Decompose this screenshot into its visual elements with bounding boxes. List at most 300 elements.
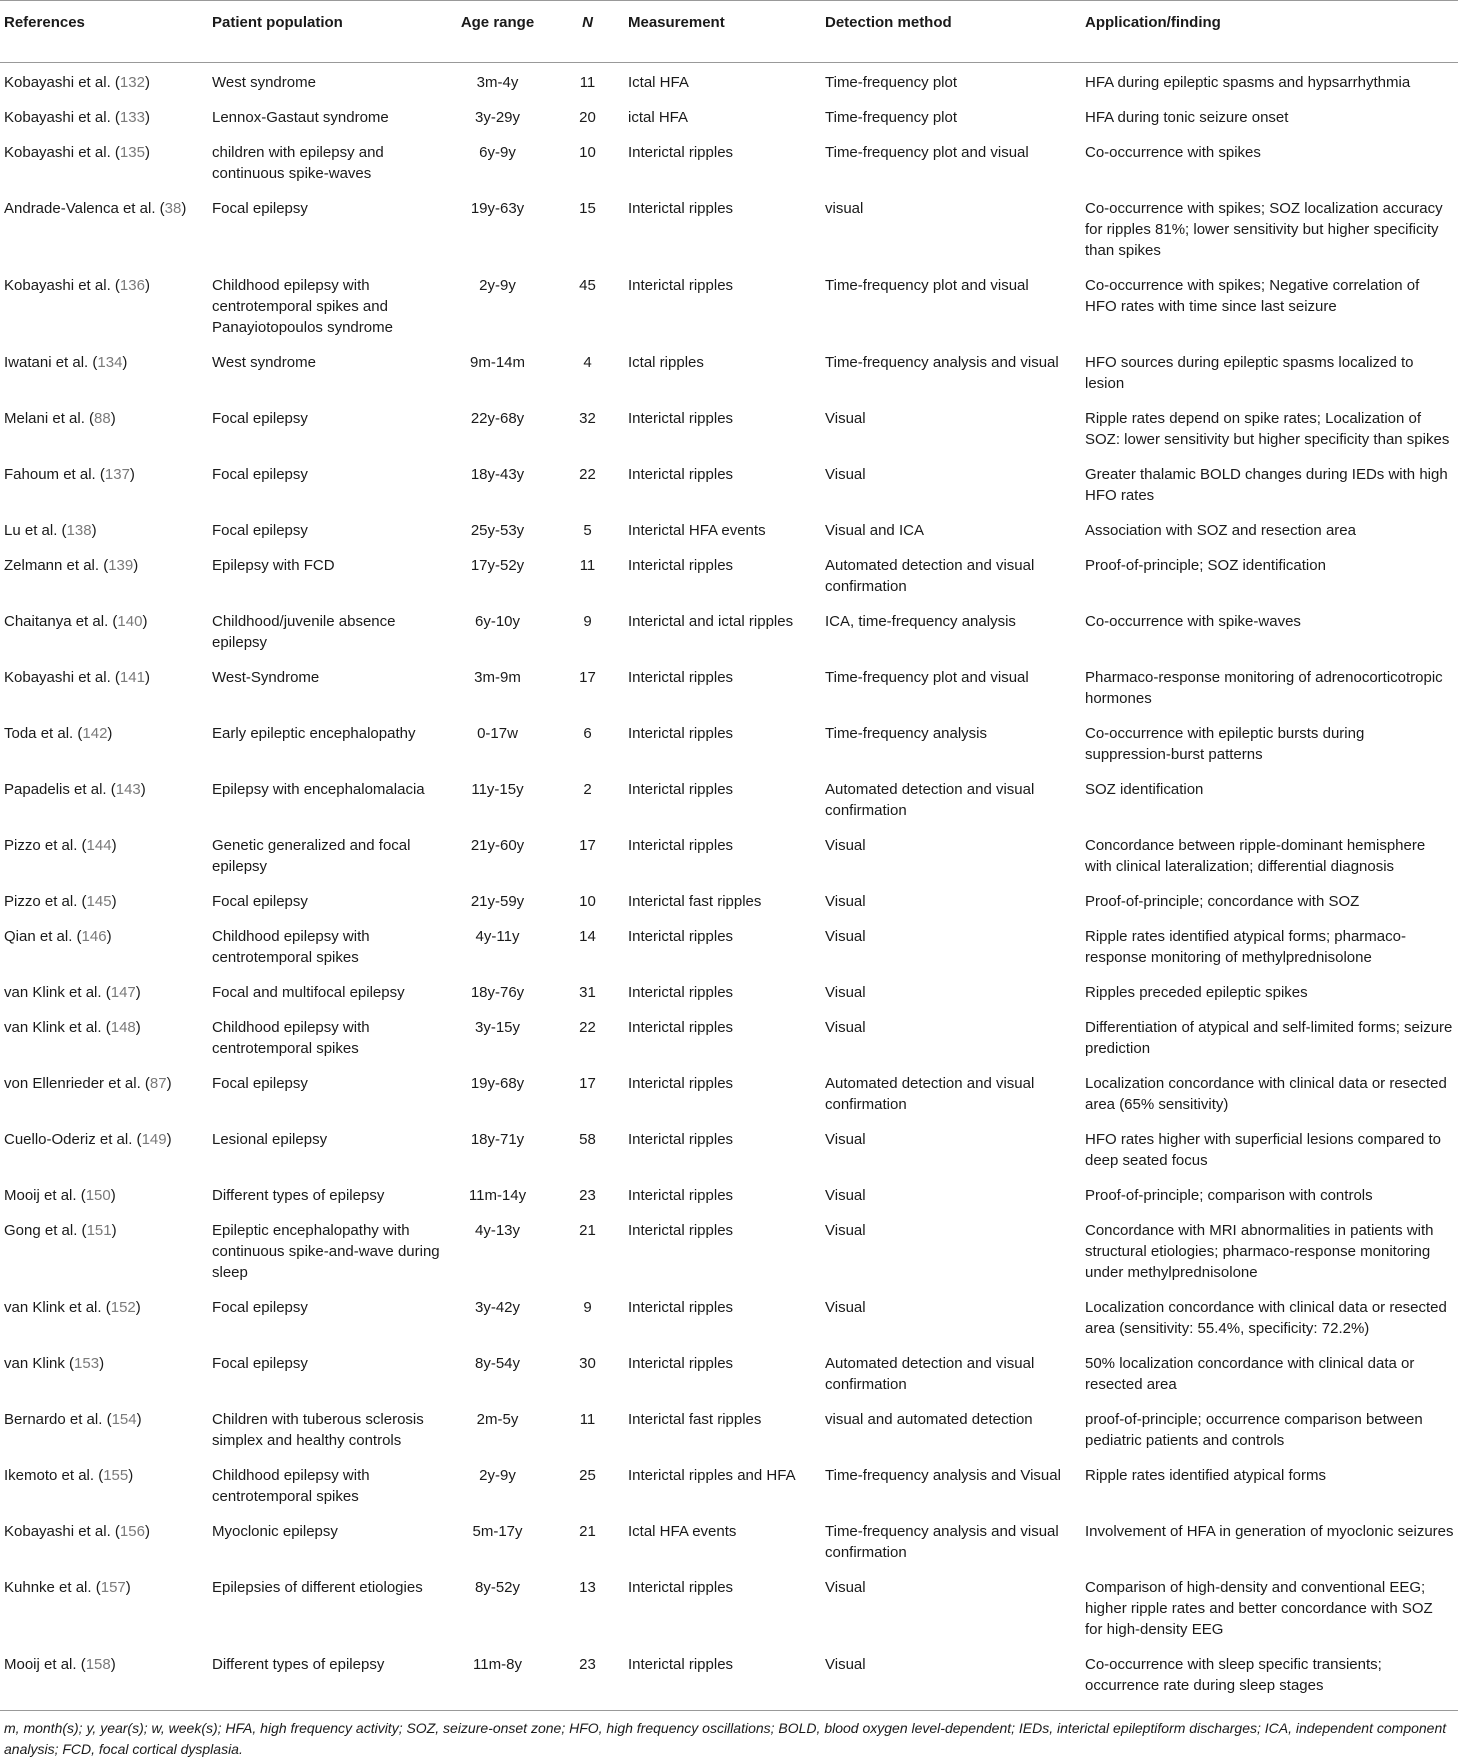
table-row <box>0 1344 1458 1400</box>
cell-detection-method: visual <box>825 200 864 217</box>
cell-age-range: 4y-13y <box>474 1222 521 1239</box>
cell-reference: Iwatani et al. (134) <box>4 354 128 371</box>
reference-number-link[interactable]: 144 <box>86 837 112 854</box>
cell-measurement: Interictal ripples <box>628 200 734 217</box>
cell-reference: Kobayashi et al. (141) <box>4 669 150 686</box>
cell-detection-method: Visual <box>825 1579 866 1596</box>
cell-reference: Kobayashi et al. (135) <box>4 144 150 161</box>
cell-age-range: 11y-15y <box>471 781 524 798</box>
table-row <box>0 266 1458 343</box>
cell-reference: Mooij et al. (150) <box>4 1187 116 1204</box>
cell-reference: Kobayashi et al. (132) <box>4 74 150 91</box>
cell-patient-population: West-Syndrome <box>212 669 320 686</box>
table-row <box>0 770 1458 826</box>
cell-patient-population: Early epileptic encephalopathy <box>212 725 416 742</box>
cell-reference: Kobayashi et al. (136) <box>4 277 150 294</box>
table-footnote: m, month(s); y, year(s); w, week(s); HFA, high frequency activity; SOZ, seizure-onset zone; HFO, high frequency oscillations; BOLD, blood oxygen level-dependent; IEDs, interictal epileptiform discharges; ICA, independent component analysis; FCD, focal cortical dysplasia. <box>0 1710 1458 1760</box>
cell-reference: Lu et al. (138) <box>4 522 97 539</box>
cell-measurement: Interictal ripples <box>628 1656 734 1673</box>
cell-measurement: Ictal HFA events <box>628 1523 737 1540</box>
cell-age-range: 3y-29y <box>474 109 521 126</box>
cell-reference: Qian et al. (146) <box>4 928 112 945</box>
cell-n: 10 <box>579 893 596 910</box>
cell-measurement: Interictal HFA events <box>628 522 766 539</box>
cell-n: 17 <box>579 837 596 854</box>
cell-age-range: 19y-63y <box>470 200 525 217</box>
reference-authors: Lu et al. <box>4 522 58 539</box>
cell-reference: Toda et al. (142) <box>4 725 113 742</box>
cell-reference: Papadelis et al. (143) <box>4 781 146 798</box>
cell-measurement: Interictal ripples <box>628 669 734 686</box>
reference-authors: Iwatani et al. <box>4 354 89 371</box>
reference-authors: Kobayashi et al. <box>4 109 111 126</box>
cell-application-finding: HFA during epileptic spasms and hypsarrhythmia <box>1085 74 1411 91</box>
cell-age-range: 25y-53y <box>470 522 525 539</box>
reference-authors: Kobayashi et al. <box>4 277 111 294</box>
cell-patient-population: Epileptic encephalopathy with continuous spike-and-wave during sleep <box>212 1222 440 1281</box>
cell-application-finding: Co-occurrence with spikes <box>1085 144 1261 161</box>
cell-n: 17 <box>579 669 596 686</box>
cell-detection-method: Automated detection and visual confirmation <box>825 781 1035 819</box>
cell-reference: Bernardo et al. (154) <box>4 1411 142 1428</box>
cell-reference: Cuello-Oderiz et al. (149) <box>4 1131 172 1148</box>
reference-number-link[interactable]: 142 <box>82 725 108 742</box>
cell-reference: Melani et al. (88) <box>4 410 116 427</box>
cell-measurement: ictal HFA <box>628 109 689 126</box>
cell-detection-method: Visual <box>825 410 866 427</box>
cell-patient-population: Different types of epilepsy <box>212 1656 385 1673</box>
reference-authors: Kobayashi et al. <box>4 74 111 91</box>
cell-age-range: 3m-9m <box>474 669 521 686</box>
cell-age-range: 3y-42y <box>474 1299 521 1316</box>
cell-patient-population: Genetic generalized and focal epilepsy <box>212 837 411 875</box>
cell-measurement: Interictal ripples and HFA <box>628 1467 796 1484</box>
cell-detection-method: Time-frequency analysis and visual <box>825 354 1059 371</box>
cell-detection-method: Automated detection and visual confirmation <box>825 557 1035 595</box>
cell-patient-population: Childhood epilepsy with centrotemporal spikes <box>212 1467 370 1505</box>
reference-number-link[interactable]: 151 <box>86 1222 112 1239</box>
cell-patient-population: Focal and multifocal epilepsy <box>212 984 405 1001</box>
cell-patient-population: Focal epilepsy <box>212 522 308 539</box>
cell-n: 22 <box>579 1019 596 1036</box>
cell-application-finding: Co-occurrence with epileptic bursts during suppression-burst patterns <box>1085 725 1365 763</box>
header-measurement: Measurement <box>628 14 725 31</box>
table-header-row <box>0 1 1458 63</box>
reference-number-link[interactable]: 146 <box>81 928 107 945</box>
cell-n: 25 <box>579 1467 596 1484</box>
reference-authors: Gong et al. <box>4 1222 78 1239</box>
reference-authors: Zelmann et al. <box>4 557 100 574</box>
reference-authors: von Ellenrieder et al. <box>4 1075 141 1092</box>
table-row <box>0 1008 1458 1064</box>
reference-authors: Kobayashi et al. <box>4 1523 111 1540</box>
table-row <box>0 1211 1458 1288</box>
reference-authors: Andrade-Valenca et al. <box>4 200 156 217</box>
reference-number-link[interactable]: 133 <box>119 109 145 126</box>
cell-reference: Andrade-Valenca et al. (38) <box>4 200 187 217</box>
reference-authors: Pizzo et al. <box>4 837 78 854</box>
cell-patient-population: Focal epilepsy <box>212 466 308 483</box>
header-n: N <box>582 14 593 31</box>
cell-detection-method: ICA, time-frequency analysis <box>825 613 1016 630</box>
cell-reference: Fahoum et al. (137) <box>4 466 135 483</box>
table-row <box>0 1568 1458 1645</box>
table-row <box>0 1176 1458 1211</box>
cell-measurement: Interictal fast ripples <box>628 893 762 910</box>
cell-measurement: Interictal ripples <box>628 1579 734 1596</box>
cell-patient-population: Lesional epilepsy <box>212 1131 328 1148</box>
reference-number-link[interactable]: 157 <box>100 1579 126 1596</box>
table-row <box>0 1064 1458 1120</box>
cell-patient-population: Epilepsies of different etiologies <box>212 1579 423 1596</box>
cell-application-finding: Co-occurrence with spike-waves <box>1085 613 1301 630</box>
cell-application-finding: proof-of-principle; occurrence comparison between pediatric patients and controls <box>1085 1411 1423 1449</box>
table-row <box>0 98 1458 133</box>
cell-age-range: 11m-14y <box>468 1187 527 1204</box>
cell-age-range: 18y-71y <box>470 1131 525 1148</box>
cell-application-finding: Proof-of-principle; comparison with controls <box>1085 1187 1373 1204</box>
cell-detection-method: Visual <box>825 837 866 854</box>
cell-application-finding: HFO rates higher with superficial lesions compared to deep seated focus <box>1085 1131 1441 1169</box>
reference-number-link[interactable]: 155 <box>103 1467 129 1484</box>
cell-application-finding: Localization concordance with clinical data or resected area (sensitivity: 55.4%, specificity: 72.2%) <box>1085 1299 1447 1337</box>
cell-patient-population: West syndrome <box>212 74 316 91</box>
cell-n: 31 <box>579 984 596 1001</box>
cell-application-finding: Ripples preceded epileptic spikes <box>1085 984 1308 1001</box>
reference-authors: Cuello-Oderiz et al. <box>4 1131 133 1148</box>
cell-reference: Pizzo et al. (145) <box>4 893 117 910</box>
cell-detection-method: Time-frequency plot and visual <box>825 144 1029 161</box>
reference-authors: Toda et al. <box>4 725 74 742</box>
reference-authors: Qian et al. <box>4 928 73 945</box>
table-row <box>0 399 1458 455</box>
cell-detection-method: Visual <box>825 466 866 483</box>
cell-n: 5 <box>583 522 592 539</box>
cell-n: 9 <box>583 613 592 630</box>
reference-authors: van Klink et al. <box>4 1019 102 1036</box>
cell-application-finding: Co-occurrence with sleep specific transients; occurrence rate during sleep stages <box>1085 1656 1382 1694</box>
cell-age-range: 22y-68y <box>470 410 525 427</box>
reference-number-link[interactable]: 136 <box>119 277 145 294</box>
header-references: References <box>4 14 85 31</box>
cell-age-range: 18y-43y <box>470 466 525 483</box>
cell-n: 32 <box>579 410 596 427</box>
cell-measurement: Interictal ripples <box>628 277 734 294</box>
reference-authors: Papadelis et al. <box>4 781 107 798</box>
table-row <box>0 133 1458 189</box>
cell-age-range: 2y-9y <box>479 1467 516 1484</box>
cell-application-finding: Comparison of high-density and conventional EEG; higher ripple rates and better concordance with SOZ for high-density EEG <box>1085 1579 1433 1638</box>
cell-reference: Ikemoto et al. (155) <box>4 1467 134 1484</box>
reference-number-link[interactable]: 138 <box>66 522 92 539</box>
cell-patient-population: Epilepsy with encephalomalacia <box>212 781 425 798</box>
reference-number-link[interactable]: 145 <box>86 893 112 910</box>
cell-n: 10 <box>579 144 596 161</box>
reference-authors: van Klink <box>4 1355 65 1372</box>
cell-n: 4 <box>583 354 592 371</box>
cell-application-finding: SOZ identification <box>1085 781 1204 798</box>
cell-measurement: Interictal ripples <box>628 1075 734 1092</box>
cell-application-finding: HFA during tonic seizure onset <box>1085 109 1289 126</box>
reference-authors: Kuhnke et al. <box>4 1579 92 1596</box>
cell-age-range: 6y-9y <box>479 144 516 161</box>
table-row <box>0 714 1458 770</box>
cell-n: 9 <box>583 1299 592 1316</box>
reference-number-link[interactable]: 143 <box>115 781 141 798</box>
cell-detection-method: Visual <box>825 1131 866 1148</box>
cell-patient-population: Focal epilepsy <box>212 1075 308 1092</box>
cell-application-finding: 50% localization concordance with clinical data or resected area <box>1085 1355 1415 1393</box>
cell-age-range: 19y-68y <box>470 1075 525 1092</box>
reference-number-link[interactable]: 158 <box>85 1656 111 1673</box>
cell-n: 2 <box>583 781 592 798</box>
cell-measurement: Interictal ripples <box>628 928 734 945</box>
table-row <box>0 63 1458 99</box>
table-row <box>0 546 1458 602</box>
reference-number-link[interactable]: 152 <box>110 1299 136 1316</box>
cell-reference: Mooij et al. (158) <box>4 1656 116 1673</box>
reference-number-link[interactable]: 148 <box>110 1019 136 1036</box>
reference-number-link[interactable]: 135 <box>119 144 145 161</box>
reference-authors: Fahoum et al. <box>4 466 96 483</box>
cell-measurement: Interictal ripples <box>628 1019 734 1036</box>
cell-application-finding: HFO sources during epileptic spasms localized to lesion <box>1085 354 1414 392</box>
cell-measurement: Interictal ripples <box>628 781 734 798</box>
header-age-range: Age range <box>460 14 535 31</box>
cell-age-range: 18y-76y <box>470 984 525 1001</box>
reference-number-link[interactable]: 149 <box>141 1131 167 1148</box>
cell-age-range: 3m-4y <box>476 74 519 91</box>
cell-patient-population: Focal epilepsy <box>212 1299 308 1316</box>
cell-patient-population: West syndrome <box>212 354 316 371</box>
cell-application-finding: Proof-of-principle; concordance with SOZ <box>1085 893 1360 910</box>
cell-patient-population: Childhood epilepsy with centrotemporal spikes <box>212 1019 370 1057</box>
cell-age-range: 8y-52y <box>474 1579 521 1596</box>
cell-age-range: 6y-10y <box>474 613 521 630</box>
cell-n: 11 <box>579 74 596 91</box>
cell-patient-population: Childhood epilepsy with centrotemporal spikes and Panayiotopoulos syndrome <box>212 277 393 336</box>
cell-measurement: Interictal ripples <box>628 466 734 483</box>
reference-authors: Kobayashi et al. <box>4 144 111 161</box>
cell-application-finding: Differentiation of atypical and self-limited forms; seizure prediction <box>1085 1019 1453 1057</box>
cell-reference: Chaitanya et al. (140) <box>4 613 148 630</box>
cell-measurement: Ictal HFA <box>628 74 689 91</box>
cell-n: 21 <box>579 1523 596 1540</box>
cell-detection-method: visual and automated detection <box>825 1411 1033 1428</box>
cell-measurement: Interictal ripples <box>628 1299 734 1316</box>
cell-measurement: Interictal ripples <box>628 1222 734 1239</box>
reference-authors: van Klink et al. <box>4 1299 102 1316</box>
cell-application-finding: Concordance between ripple-dominant hemisphere with clinical lateralization; differential diagnosis <box>1085 837 1426 875</box>
header-application-finding: Application/finding <box>1085 14 1221 31</box>
cell-patient-population: Focal epilepsy <box>212 1355 308 1372</box>
cell-application-finding: Concordance with MRI abnormalities in patients with structural etiologies; pharmaco-response monitoring under methylprednisolone <box>1085 1222 1434 1281</box>
cell-patient-population: Lennox-Gastaut syndrome <box>212 109 389 126</box>
reference-number-link[interactable]: 150 <box>85 1187 111 1204</box>
cell-n: 22 <box>579 466 596 483</box>
cell-n: 13 <box>579 1579 596 1596</box>
cell-measurement: Ictal ripples <box>628 354 704 371</box>
cell-measurement: Interictal ripples <box>628 557 734 574</box>
cell-n: 45 <box>579 277 596 294</box>
cell-detection-method: Visual <box>825 1222 866 1239</box>
table-row <box>0 826 1458 882</box>
reference-number-link[interactable]: 38 <box>164 200 182 217</box>
cell-detection-method: Visual <box>825 1187 866 1204</box>
cell-detection-method: Automated detection and visual confirmation <box>825 1075 1035 1113</box>
cell-application-finding: Ripple rates identified atypical forms <box>1085 1467 1326 1484</box>
cell-age-range: 11m-8y <box>473 1656 522 1673</box>
cell-reference: van Klink et al. (152) <box>4 1299 141 1316</box>
cell-measurement: Interictal ripples <box>628 1187 734 1204</box>
reference-number-link[interactable]: 140 <box>117 613 143 630</box>
reference-authors: van Klink et al. <box>4 984 102 1001</box>
cell-application-finding: Greater thalamic BOLD changes during IEDs with high HFO rates <box>1085 466 1448 504</box>
cell-detection-method: Time-frequency analysis and visual confirmation <box>825 1523 1059 1561</box>
reference-number-link[interactable]: 88 <box>94 410 111 427</box>
cell-reference: Pizzo et al. (144) <box>4 837 117 854</box>
cell-reference: van Klink et al. (148) <box>4 1019 141 1036</box>
reference-number-link[interactable]: 154 <box>111 1411 137 1428</box>
cell-application-finding: Involvement of HFA in generation of myoclonic seizures <box>1085 1523 1454 1540</box>
cell-age-range: 5m-17y <box>472 1523 523 1540</box>
table-row <box>0 882 1458 917</box>
cell-n: 23 <box>579 1187 596 1204</box>
reference-authors: Mooij et al. <box>4 1656 77 1673</box>
cell-application-finding: Co-occurrence with spikes; SOZ localization accuracy for ripples 81%; lower sensitivity but higher specificity than spikes <box>1085 200 1443 259</box>
cell-measurement: Interictal ripples <box>628 1131 734 1148</box>
cell-patient-population: Different types of epilepsy <box>212 1187 385 1204</box>
cell-patient-population: Childhood epilepsy with centrotemporal spikes <box>212 928 370 966</box>
cell-application-finding: Pharmaco-response monitoring of adrenocorticotropic hormones <box>1085 669 1443 707</box>
cell-patient-population: Epilepsy with FCD <box>212 557 335 574</box>
cell-age-range: 21y-60y <box>470 837 525 854</box>
cell-age-range: 2m-5y <box>476 1411 519 1428</box>
cell-n: 58 <box>579 1131 596 1148</box>
cell-age-range: 0-17w <box>477 725 518 742</box>
cell-detection-method: Visual and ICA <box>825 522 924 539</box>
cell-measurement: Interictal and ictal ripples <box>628 613 794 630</box>
table-row <box>0 1645 1458 1710</box>
cell-measurement: Interictal ripples <box>628 410 734 427</box>
reference-number-link[interactable]: 147 <box>110 984 136 1001</box>
cell-reference: Kuhnke et al. (157) <box>4 1579 131 1596</box>
cell-patient-population: Children with tuberous sclerosis simplex and healthy controls <box>212 1411 424 1449</box>
cell-n: 6 <box>583 725 592 742</box>
cell-detection-method: Visual <box>825 1019 866 1036</box>
table-row <box>0 1288 1458 1344</box>
table-row <box>0 658 1458 714</box>
reference-number-link[interactable]: 132 <box>119 74 145 91</box>
reference-authors: Ikemoto et al. <box>4 1467 95 1484</box>
cell-age-range: 8y-54y <box>474 1355 521 1372</box>
table-row <box>0 189 1458 266</box>
reference-number-link[interactable]: 153 <box>74 1355 100 1372</box>
cell-application-finding: Localization concordance with clinical data or resected area (65% sensitivity) <box>1085 1075 1447 1113</box>
reference-authors: Kobayashi et al. <box>4 669 111 686</box>
cell-reference: van Klink (153) <box>4 1355 105 1372</box>
reference-number-link[interactable]: 137 <box>104 466 130 483</box>
cell-age-range: 9m-14m <box>469 354 525 371</box>
cell-measurement: Interictal ripples <box>628 1355 734 1372</box>
reference-number-link[interactable]: 156 <box>119 1523 145 1540</box>
reference-authors: Melani et al. <box>4 410 85 427</box>
cell-detection-method: Visual <box>825 928 866 945</box>
reference-authors: Chaitanya et al. <box>4 613 109 630</box>
cell-age-range: 4y-11y <box>475 928 520 945</box>
cell-detection-method: Time-frequency plot <box>825 74 957 91</box>
cell-n: 11 <box>579 557 596 574</box>
table-row <box>0 917 1458 973</box>
cell-detection-method: Time-frequency analysis <box>825 725 988 742</box>
cell-n: 17 <box>579 1075 596 1092</box>
cell-reference: van Klink et al. (147) <box>4 984 141 1001</box>
table-row <box>0 602 1458 658</box>
table-body <box>0 63 1458 1711</box>
cell-patient-population: Childhood/juvenile absence epilepsy <box>212 613 396 651</box>
table-row <box>0 1456 1458 1512</box>
reference-authors: Mooij et al. <box>4 1187 77 1204</box>
cell-detection-method: Visual <box>825 984 866 1001</box>
cell-patient-population: Focal epilepsy <box>212 200 308 217</box>
cell-measurement: Interictal ripples <box>628 837 734 854</box>
cell-reference: Kobayashi et al. (156) <box>4 1523 150 1540</box>
reference-number-link[interactable]: 87 <box>149 1075 167 1092</box>
cell-n: 14 <box>579 928 596 945</box>
cell-application-finding: Association with SOZ and resection area <box>1085 522 1356 539</box>
reference-authors: Pizzo et al. <box>4 893 78 910</box>
cell-measurement: Interictal ripples <box>628 725 734 742</box>
reference-number-link[interactable]: 139 <box>108 557 134 574</box>
cell-patient-population: children with epilepsy and continuous spike-waves <box>212 144 384 182</box>
table-row <box>0 973 1458 1008</box>
cell-n: 11 <box>579 1411 596 1428</box>
cell-measurement: Interictal ripples <box>628 984 734 1001</box>
cell-age-range: 21y-59y <box>470 893 525 910</box>
cell-reference: Zelmann et al. (139) <box>4 557 139 574</box>
cell-detection-method: Visual <box>825 1656 866 1673</box>
cell-n: 30 <box>579 1355 596 1372</box>
header-patient-population: Patient population <box>212 14 343 31</box>
cell-detection-method: Time-frequency plot and visual <box>825 669 1029 686</box>
cell-reference: von Ellenrieder et al. (87) <box>4 1075 172 1092</box>
cell-age-range: 3y-15y <box>474 1019 521 1036</box>
reference-number-link[interactable]: 141 <box>119 669 145 686</box>
table-row <box>0 1120 1458 1176</box>
cell-age-range: 17y-52y <box>470 557 525 574</box>
reference-number-link[interactable]: 134 <box>97 354 123 371</box>
cell-reference: Gong et al. (151) <box>4 1222 117 1239</box>
cell-patient-population: Focal epilepsy <box>212 893 308 910</box>
cell-application-finding: Proof-of-principle; SOZ identification <box>1085 557 1326 574</box>
cell-detection-method: Visual <box>825 893 866 910</box>
cell-detection-method: Time-frequency plot <box>825 109 957 126</box>
cell-n: 21 <box>579 1222 596 1239</box>
table-row <box>0 343 1458 399</box>
cell-measurement: Interictal fast ripples <box>628 1411 762 1428</box>
cell-application-finding: Ripple rates depend on spike rates; Localization of SOZ: lower sensitivity but higher specificity than spikes <box>1085 410 1450 448</box>
cell-application-finding: Ripple rates identified atypical forms; pharmaco-response monitoring of methylprednisolone <box>1085 928 1406 966</box>
cell-patient-population: Myoclonic epilepsy <box>212 1523 338 1540</box>
cell-application-finding: Co-occurrence with spikes; Negative correlation of HFO rates with time since last seizure <box>1085 277 1420 315</box>
table-row <box>0 511 1458 546</box>
cell-detection-method: Time-frequency plot and visual <box>825 277 1029 294</box>
table-row <box>0 1400 1458 1456</box>
reference-authors: Bernardo et al. <box>4 1411 103 1428</box>
cell-n: 15 <box>579 200 596 217</box>
cell-reference: Kobayashi et al. (133) <box>4 109 150 126</box>
cell-detection-method: Time-frequency analysis and Visual <box>825 1467 1061 1484</box>
